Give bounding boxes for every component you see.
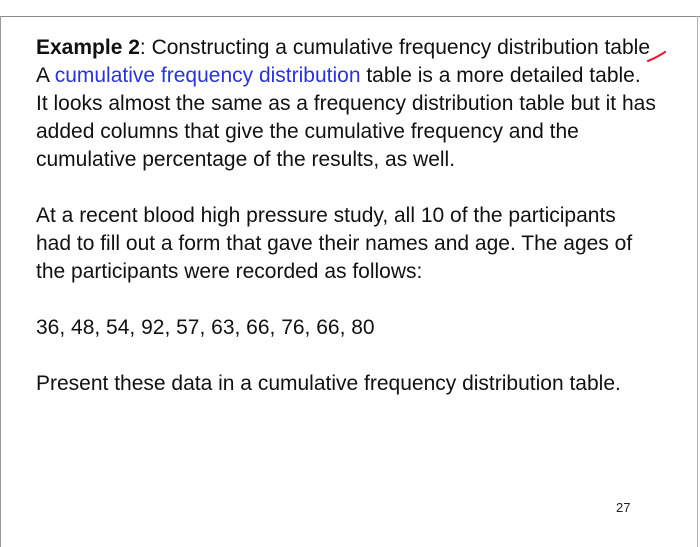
page-number: 27 <box>616 500 631 515</box>
intro-lead: A <box>36 64 55 87</box>
spacer <box>36 286 656 314</box>
spacer <box>36 342 656 370</box>
study-paragraph: At a recent blood high pressure study, all 10 of the participants had to fill out a form that gave their names and age. The ages of the participants were recorded as follows: <box>36 204 633 283</box>
ages-list: 36, 48, 54, 92, 57, 63, 66, 76, 66, 80 <box>36 316 375 339</box>
intro-paragraph <box>36 62 656 174</box>
slide-content <box>36 34 656 398</box>
red-pen-stroke-icon <box>644 48 670 66</box>
left-border <box>0 16 1 547</box>
example-label: Example 2 <box>36 36 140 59</box>
intro-body: table is a more detailed table. It looks almost the same as a frequency distribution table but it has added columns that give the cumulative frequency and the cumulative percentage of the results, as well. <box>36 64 656 171</box>
example-heading <box>36 34 656 62</box>
highlighted-term: cumulative frequency distribution <box>54 64 361 87</box>
spacer <box>36 174 656 202</box>
top-border <box>0 16 700 17</box>
task-paragraph: Present these data in a cumulative frequency distribution table. <box>36 372 621 395</box>
right-border <box>697 16 698 547</box>
example-title: : Constructing a cumulative frequency distribution table <box>139 36 651 59</box>
